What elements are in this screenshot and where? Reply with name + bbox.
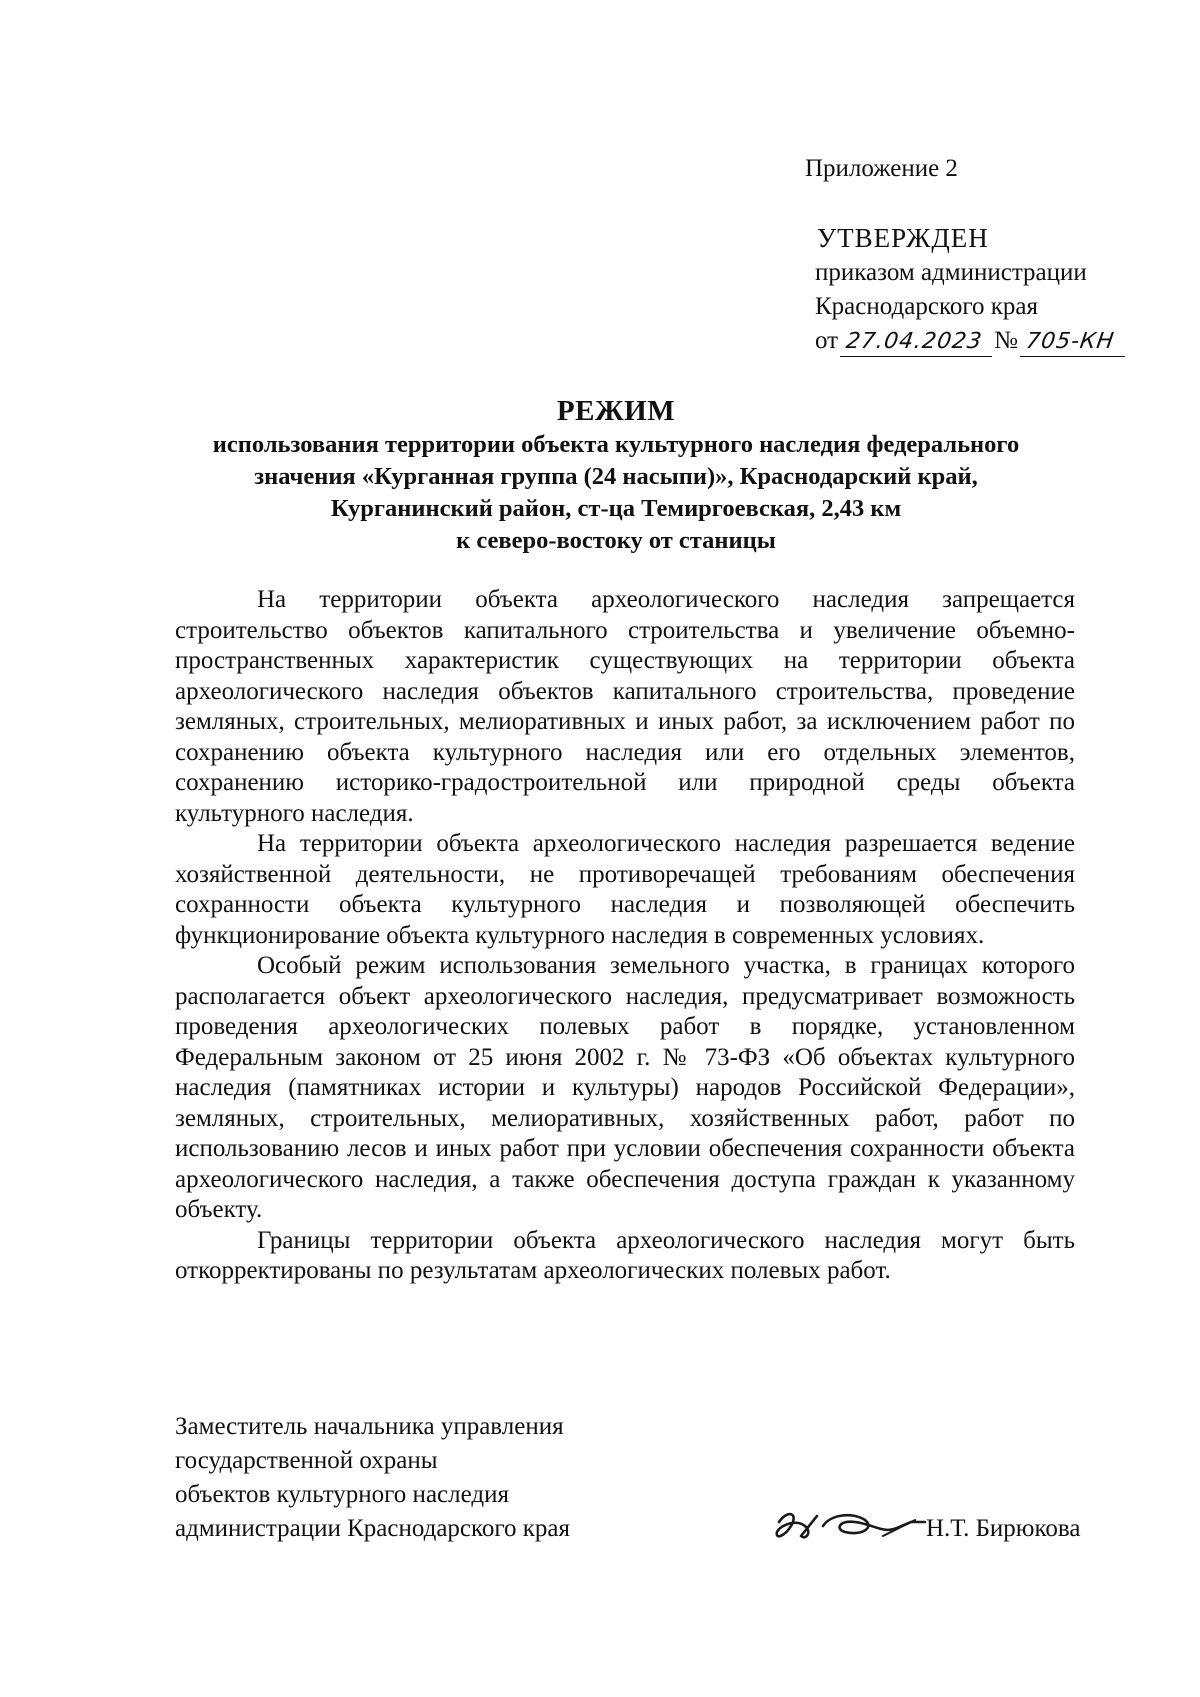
paragraph-boundaries: Границы территории объекта археологического наследия могут быть откорректированы по результатам археологических полевых работ. <box>175 1226 1075 1284</box>
position-line-2: государственной охраны <box>175 1447 438 1474</box>
subtitle-line-3: Курганинский район, ст-ца Темиргоевская, 2,43 км <box>330 495 902 522</box>
approval-date-number-line <box>805 324 1165 358</box>
document-heading <box>176 393 1056 557</box>
document-title: РЕЖИМ <box>556 395 676 427</box>
signatory-position <box>175 1410 675 1546</box>
approved-stamp-text: УТВЕРЖДЕН <box>817 223 989 253</box>
approval-line-1: приказом администрации <box>815 259 1087 286</box>
paragraph-permitted-activity: На территории объекта археологического наследия разрешается ведение хозяйственной деятельности, не противоречащей требованиям обеспечения сохранности объекта культурного наследия и позволяющей обеспечить функционирование объекта культурного наследия в современных условиях. <box>175 830 1075 949</box>
document-body <box>175 585 1075 1287</box>
handwritten-order-number: 705-КН <box>1020 328 1129 357</box>
subtitle-line-2: значения «Курганная группа (24 насыпи)», Краснодарский край, <box>254 463 978 490</box>
handwritten-date: 27.04.2023 <box>840 328 996 357</box>
paragraph-special-regime: Особый режим использования земельного участка, в границах которого располагается объект археологического наследия, предусматривает возможность проведения археологических полевых работ в порядке, установленном Федеральным законом от 25 июня 2002 г. № 73-ФЗ «Об объектах культурного наследия (памятниках истории и культуры) народов Российской Федерации», земляных, строительных, мелиоративных, хозяйственных работ, работ по использованию лесов и иных работ при условии обеспечения сохранности объекта археологического наследия, а также обеспечения доступа граждан к указанному объекту. <box>175 952 1075 1223</box>
signer-name: Н.Т. Бирюкова <box>926 1515 1081 1542</box>
number-prefix: № <box>994 327 1018 354</box>
position-line-4: администрации Краснодарского края <box>175 1515 571 1542</box>
position-line-3: объектов культурного наследия <box>175 1481 509 1508</box>
position-line-1: Заместитель начальника управления <box>175 1413 564 1440</box>
date-prefix: от <box>815 327 839 354</box>
signature-block <box>175 1410 1095 1550</box>
handwritten-signature-icon <box>765 1496 935 1556</box>
subtitle-line-1: использования территории объекта культурного наследия федерального <box>212 431 1020 458</box>
paragraph-prohibitions: На территории объекта археологического наследия запрещается строительство объектов капитального строительства и увеличение объемно-пространственных характеристик существующих на территории объекта археологического наследия объектов капитального строительства, проведение земляных, строительных, мелиоративных и иных работ, за исключением работ по сохранению объекта культурного наследия или его отдельных элементов, сохранению историко-градостроительной или природной среды объекта культурного наследия. <box>175 586 1075 827</box>
approval-line-2: Краснодарского края <box>815 293 1038 320</box>
approval-block <box>805 152 1165 358</box>
appendix-label: Приложение 2 <box>805 155 958 182</box>
subtitle-line-4: к северо-востоку от станицы <box>456 527 776 554</box>
